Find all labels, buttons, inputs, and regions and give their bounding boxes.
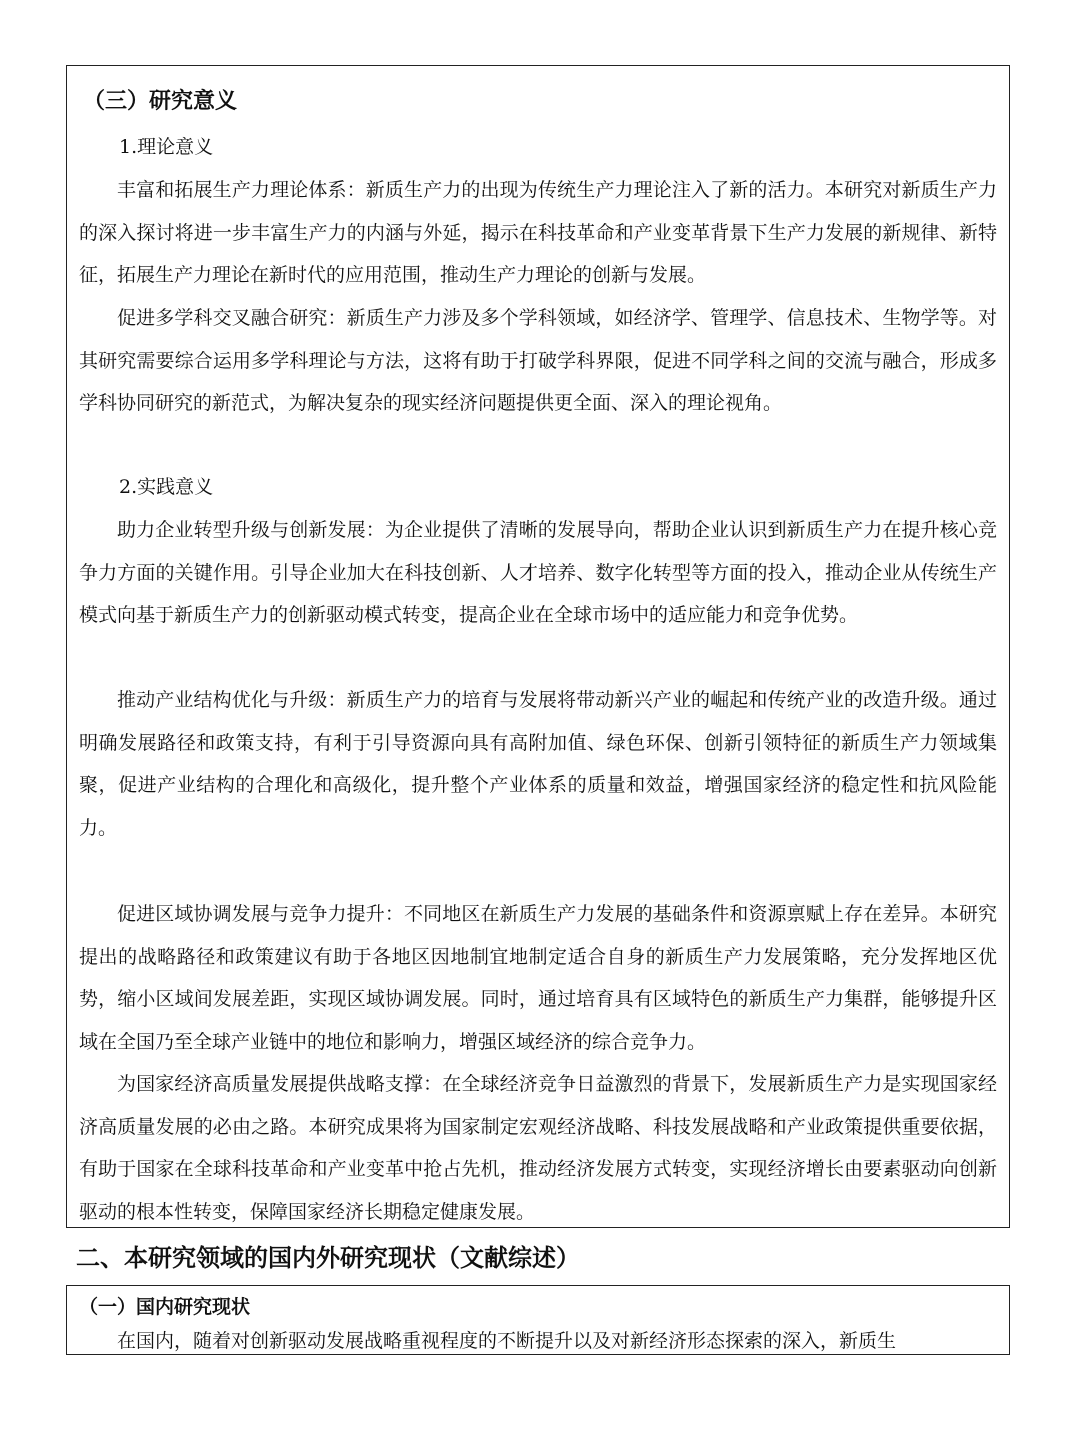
practice-paragraph-3: 促进区域协调发展与竞争力提升：不同地区在新质生产力发展的基础条件和资源禀赋上存在差异。本研究提出的战略路径和政策建议有助于各地区因地制宜地制定适合自身的新质生产力发展策略，充分发挥地区优势，缩小区域间发展差距，实现区域协调发展。同时，通过培育具有区域特色的新质生产力集群，能够提升区域在全国乃至全球产业链中的地位和影响力，增强区域经济的综合竞争力。 (79, 903, 997, 1053)
domestic-status-paragraph: 在国内，随着对创新驱动发展战略重视程度的不断提升以及对新经济形态探索的深入，新质生 (117, 1330, 897, 1352)
literature-review-box (66, 1285, 1010, 1355)
section-title: （三）研究意义 (83, 88, 238, 114)
research-significance-box (66, 65, 1010, 1228)
theory-label: 1.理论意义 (119, 136, 214, 158)
practice-paragraph-1: 助力企业转型升级与创新发展：为企业提供了清晰的发展导向，帮助企业认识到新质生产力在提升核心竞争力方面的关键作用。引导企业加大在科技创新、人才培养、数字化转型等方面的投入，推动企业从传统生产模式向基于新质生产力的创新驱动模式转变，提高企业在全球市场中的适应能力和竞争优势。 (79, 519, 997, 626)
theory-paragraph-1: 丰富和拓展生产力理论体系：新质生产力的出现为传统生产力理论注入了新的活力。本研究对新质生产力的深入探讨将进一步丰富生产力的内涵与外延，揭示在科技革命和产业变革背景下生产力发展的新规律、新特征，拓展生产力理论在新时代的应用范围，推动生产力理论的创新与发展。 (79, 179, 997, 286)
theory-paragraph-2: 促进多学科交叉融合研究：新质生产力涉及多个学科领域，如经济学、管理学、信息技术、生物学等。对其研究需要综合运用多学科理论与方法，这将有助于打破学科界限，促进不同学科之间的交流与融合，形成多学科协同研究的新范式，为解决复杂的现实经济问题提供更全面、深入的理论视角。 (79, 307, 997, 414)
chapter-title: 二、本研究领域的国内外研究现状（文献综述） (76, 1243, 580, 1272)
practice-paragraph-4: 为国家经济高质量发展提供战略支撑：在全球经济竞争日益激烈的背景下，发展新质生产力是实现国家经济高质量发展的必由之路。本研究成果将为国家制定宏观经济战略、科技发展战略和产业政策提供重要依据，有助于国家在全球科技革命和产业变革中抢占先机，推动经济发展方式转变，实现经济增长由要素驱动向创新驱动的根本性转变，保障国家经济长期稳定健康发展。 (79, 1073, 997, 1223)
practice-label: 2.实践意义 (119, 476, 214, 498)
practice-paragraph-2: 推动产业结构优化与升级：新质生产力的培育与发展将带动新兴产业的崛起和传统产业的改造升级。通过明确发展路径和政策支持，有利于引导资源向具有高附加值、绿色环保、创新引领特征的新质生产力领域集聚，促进产业结构的合理化和高级化，提升整个产业体系的质量和效益，增强国家经济的稳定性和抗风险能力。 (79, 689, 997, 839)
domestic-status-title: （一）国内研究现状 (79, 1296, 251, 1318)
